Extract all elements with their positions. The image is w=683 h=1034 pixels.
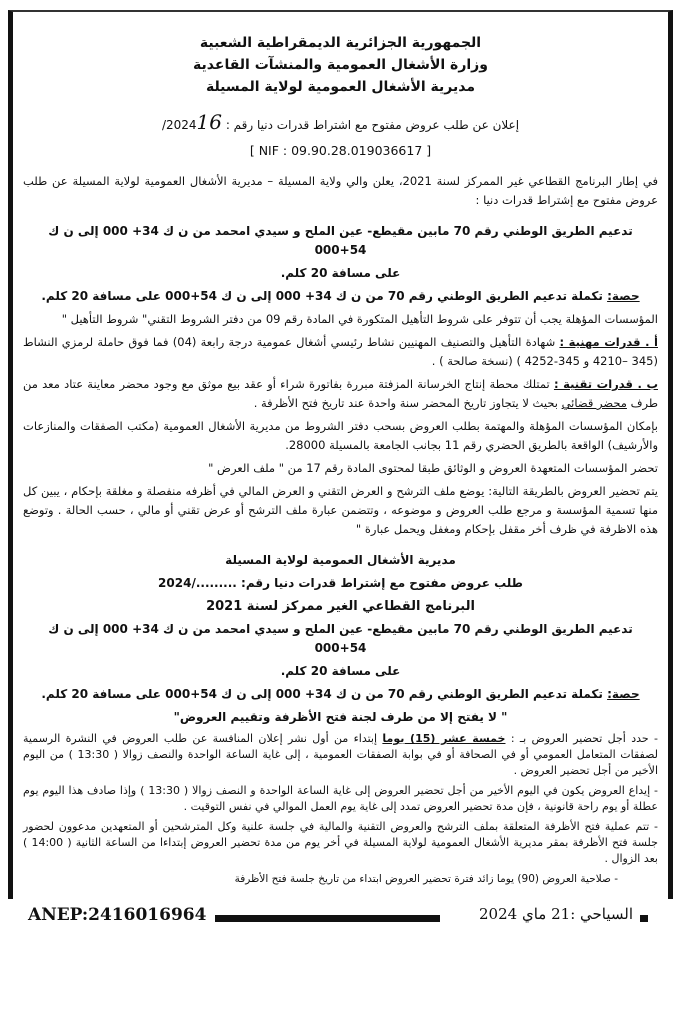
nif: [23, 141, 658, 160]
envelope-project: تدعيم الطريق الوطني رقم 70 مابين مقيطع- عين الملح و سيدي امحمد من ن ك 34+ 000 إلى ن ك 54+000: [48, 622, 633, 655]
professional-label: أ . قدرات مهنية :: [559, 335, 658, 349]
footer-bullet: [640, 915, 648, 922]
deadline-label: - حدد أجل تحضير العروض بـ :: [505, 732, 658, 745]
envelope-tender: طلب عروض مفتوح مع إشتراط قدرات دنيا رقم: ........./2024: [158, 576, 523, 590]
offer-method: يتم تحضير العروض بالطريقة التالية: يوضع ملف الترشح و العرض التقني و العرض المالي في أظرفه منفصلة و مغلقة بإحكام ، يبين كل منها تسمية المؤسسة و مرجع طلب العروض و موضوعه ، وتتضمن عبارة ملف الترشح أو عرض تقني أو مالي ، حسب الحالة . وتوضع هذه الاظرفة في ظرف أخر مقفل بإحكام ومغفل ويحمل عبارة ": [23, 484, 658, 536]
bailiff-report: محضر قضائي: [561, 396, 627, 410]
lot-label: حصة:: [607, 289, 640, 303]
professional-capacity: [23, 333, 658, 371]
technical-text: تمتلك محطة إنتاج الخرسانة المزفتة مبررة بفاتورة شراء أو عقد بيع موثق مع وجود محضر معاينة عتاد معد من طرف: [23, 377, 658, 410]
envelope-lot: [23, 685, 658, 704]
deadline-text: إبتداء من أول نشر إعلان المنافسة عن طلب العروض في النشرة الرسمية لصفقات المتعامل العمومي أو في الصحافة أو في بوابة الصفقات العمومية ، إلى غاية الساعة الواحدة والنصف زوالا ( 13:30 ) من اليوم الأخير من أجل تحضير العروض .: [23, 732, 658, 777]
validity-term: - صلاحية العروض (90) يوما زائد فترة تحضير العروض ابتداء من تاريخ جلسة فتح الأظرفة: [234, 873, 618, 885]
announcement-title: [23, 110, 658, 137]
envelope-lot-text: تكملة تدعيم الطريق الوطني رقم 70 من ن ك 34+ 000 إلى ن ك 54+000 على مسافة 20 كلم.: [41, 687, 608, 701]
technical-label: ب . قدرات تقنية :: [553, 377, 658, 391]
intro-paragraph: في إطار البرنامج القطاعي غير الممركز لسنة 2021، يعلن والي ولاية المسيلة – مديرية الأشغال العمومية لولاية المسيلة عن طلب عروض مفتوح مع إشتراط قدرات دنيا :: [23, 174, 658, 207]
technical-text-2: بحيث لا يتجاوز تاريخ المحضر سنة واحدة عند تاريخ فتح الأظرفة .: [253, 396, 562, 410]
deadline-term: [23, 731, 658, 779]
project-lot: [23, 287, 658, 306]
handwritten-number: 16: [196, 110, 222, 134]
lot-text: تكملة تدعيم الطريق الوطني رقم 70 من ن ك 34+ 000 إلى ن ك 54+000 على مسافة 20 كلم.: [41, 289, 608, 303]
header-directorate: مديرية الأشغال العمومية لولاية المسيلة: [205, 79, 476, 95]
professional-text: شهادة التأهيل والتصنيف المهنيين نشاط رئيسي أشغال عمومية درجة رابعة (04) فما فوق حاملة لرمزي النشاط (345 –4210 و 345-4252 ) (نسخة صالحة ) .: [23, 335, 658, 368]
announcement-year: /2024: [161, 118, 197, 132]
opening-term: - تتم عملية فتح الأظرفة المتعلقة بملف الترشح والعروض التقنية والمالية في جلسة علنية وكل المترشحين أو المتعهدين مدعوون لحضور جلسة فتح الأظرفة بمقر مديرية الأشغال العمومية لولاية المسيلة في أخر يوم من مدة تحضير العروض إبتداءا من الساعة الثانية ( 14:00 ) بعد الزوال .: [23, 820, 658, 865]
publication-date: السياحي :21 ماي 2024: [479, 905, 633, 923]
page-border: [8, 10, 673, 899]
envelope-lot-label: حصة:: [607, 687, 640, 701]
footer-bar: [215, 915, 440, 922]
header-republic: الجمهورية الجزائرية الديمقراطية الشعبية: [199, 35, 482, 51]
envelope-distance: على مسافة 20 كلم.: [280, 664, 401, 678]
deadline-days: خمسة عشر (15) يوما: [382, 732, 506, 745]
prepare-offers: تحضر المؤسسات المتعهدة العروض و الوثائق طبقا لمحتوى المادة رقم 17 من " ملف العرض ": [208, 461, 658, 475]
anep-number: ANEP:2416016964: [28, 905, 207, 925]
withdraw-specs: بإمكان المؤسسات المؤهلة والمهتمة بطلب العروض بسحب دفتر الشروط من مديرية الأشغال العمومية (مكتب الصفقات والمنازعات والأرشيف) الواقعة بالطريق الحضري رقم 11 بجانب الجامعة بالمسيلة 28000.: [23, 419, 658, 452]
header-ministry: وزارة الأشغال العمومية والمنشآت القاعدية: [193, 57, 488, 73]
technical-capacity: [23, 375, 658, 413]
envelope-program: البرنامج القطاعي الغير ممركز لسنة 2021: [206, 599, 475, 614]
project-title: تدعيم الطريق الوطني رقم 70 مابين مقيطع- عين الملح و سيدي امحمد من ن ك 34+ 000 إلى ن ك 54+000: [48, 224, 633, 257]
announcement-label: إعلان عن طلب عروض مفتوح مع اشتراط قدرات دنيا رقم :: [222, 118, 520, 132]
footer: [0, 903, 683, 935]
envelope-directorate: مديرية الأشغال العمومية لولاية المسيلة: [225, 553, 456, 567]
nif-text: [ NIF : 09.90.28.019036617 ]: [249, 143, 432, 158]
project-distance: على مسافة 20 كلم.: [280, 266, 401, 280]
qualification-conditions: المؤسسات المؤهلة يجب أن تتوفر على شروط التأهيل المتكورة في المادة رقم 09 من دفتر الشروط التقني" شروط التأهيل ": [61, 312, 658, 326]
deposit-term: - إيداع العروض يكون في اليوم الأخير من أجل تحضير العروض إلى غاية الساعة الواحدة و النصف زوالا ( 13:30 ) وإذا صادف هذا اليوم يوم عطلة أو يوم راحة قانونية ، فإن مدة تحضير العروض تمدد إلى غاية يوم العمل الموالي في نفس التوقيت .: [23, 784, 658, 813]
envelope-notice: " لا يفتح إلا من طرف لجنة فتح الأظرفة وتقييم العروض": [173, 710, 508, 724]
